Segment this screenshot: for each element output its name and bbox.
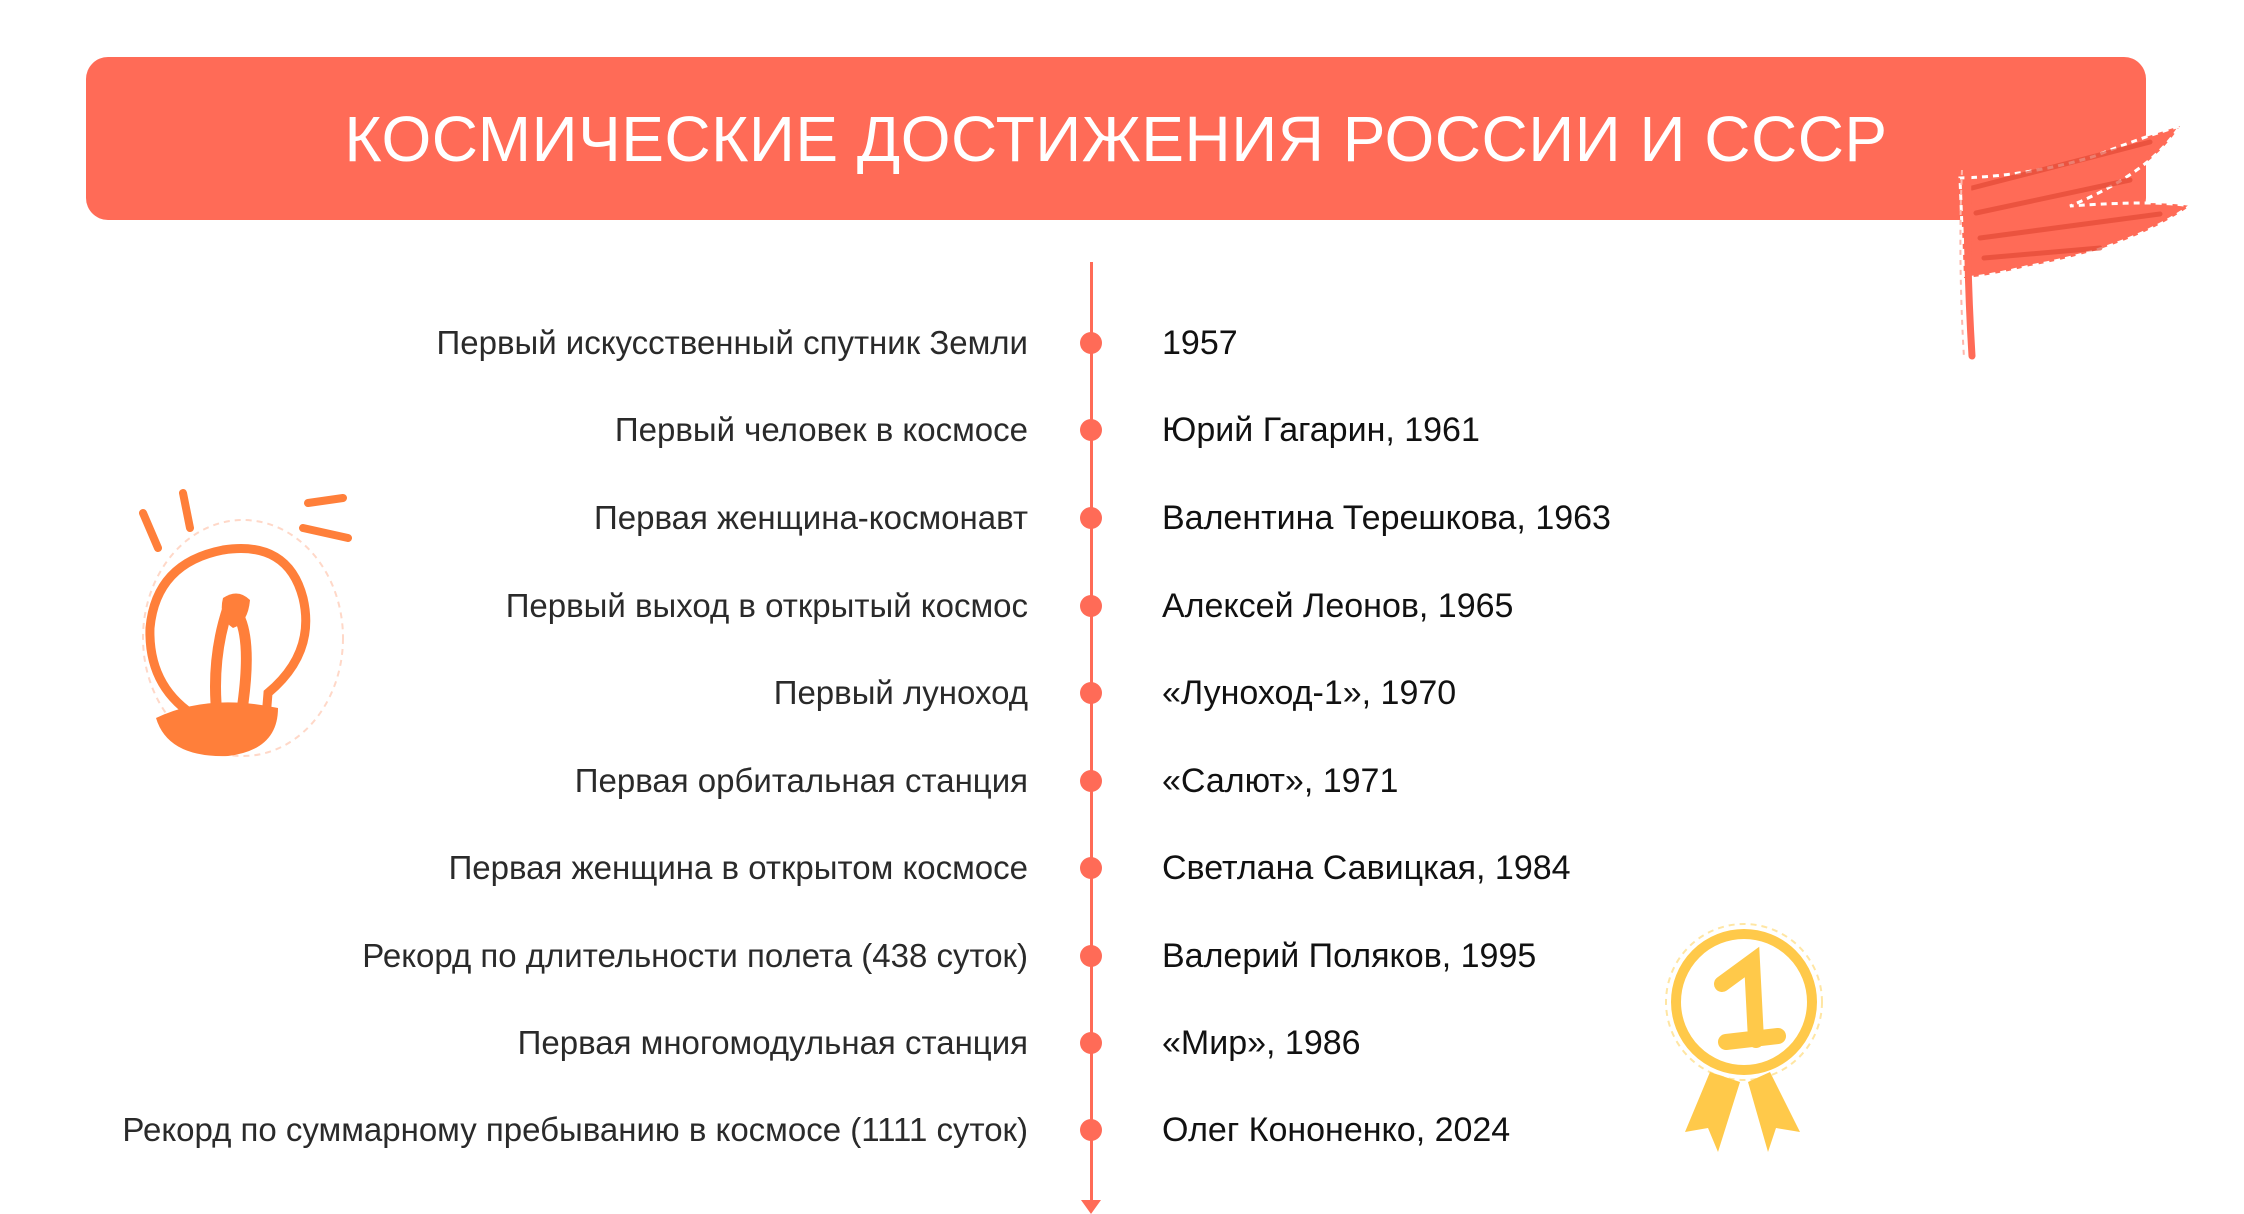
- timeline-row: [0, 1018, 2244, 1068]
- achievement-label: Первый луноход: [773, 674, 1028, 711]
- timeline-row: [0, 493, 2244, 543]
- timeline-row: [0, 668, 2244, 718]
- timeline-row: [0, 405, 2244, 455]
- timeline-dot: [1080, 682, 1102, 704]
- timeline-dot: [1080, 419, 1102, 441]
- timeline-row: [0, 581, 2244, 631]
- timeline-dot: [1080, 1119, 1102, 1141]
- achievement-label: Первый человек в космосе: [614, 411, 1028, 448]
- achievement-label: Первая женщина-космонавт: [594, 499, 1028, 536]
- achievement-label: Первая орбитальная станция: [574, 762, 1028, 799]
- timeline-row: [0, 931, 2244, 981]
- timeline-dot: [1080, 507, 1102, 529]
- achievement-label: Первая многомодульная станция: [517, 1024, 1028, 1061]
- achievement-label: Первый искусственный спутник Земли: [436, 324, 1028, 361]
- timeline-row: [0, 756, 2244, 806]
- header-banner: [86, 57, 2146, 220]
- timeline-dot: [1080, 770, 1102, 792]
- achievement-value: «Салют», 1971: [1162, 762, 1399, 800]
- page-title: КОСМИЧЕСКИЕ ДОСТИЖЕНИЯ РОССИИ И СССР: [344, 103, 1888, 175]
- achievement-value: Светлана Савицкая, 1984: [1162, 849, 1571, 887]
- achievement-label: Первый выход в открытый космос: [505, 587, 1028, 624]
- achievement-value: Олег Кононенко, 2024: [1162, 1111, 1511, 1149]
- timeline-row: [0, 318, 2244, 368]
- timeline-row: [0, 843, 2244, 893]
- timeline-row: [0, 1105, 2244, 1155]
- achievement-value: Валерий Поляков, 1995: [1162, 937, 1537, 975]
- achievement-value: «Луноход-1», 1970: [1162, 674, 1457, 712]
- timeline-dot: [1080, 1032, 1102, 1054]
- achievement-value: Валентина Терешкова, 1963: [1162, 499, 1611, 537]
- timeline-dot: [1080, 595, 1102, 617]
- timeline-dot: [1080, 857, 1102, 879]
- achievement-value: «Мир», 1986: [1162, 1024, 1361, 1062]
- timeline-arrow: [1081, 1200, 1101, 1214]
- achievement-label: Рекорд по суммарному пребыванию в космосе (1111 суток): [122, 1111, 1028, 1148]
- achievement-value: 1957: [1162, 324, 1238, 362]
- achievement-label: Рекорд по длительности полета (438 суток): [362, 937, 1028, 974]
- timeline-dot: [1080, 332, 1102, 354]
- timeline-dot: [1080, 945, 1102, 967]
- achievement-value: Алексей Леонов, 1965: [1162, 587, 1514, 625]
- achievement-label: Первая женщина в открытом космосе: [448, 849, 1028, 886]
- achievement-value: Юрий Гагарин, 1961: [1162, 411, 1480, 449]
